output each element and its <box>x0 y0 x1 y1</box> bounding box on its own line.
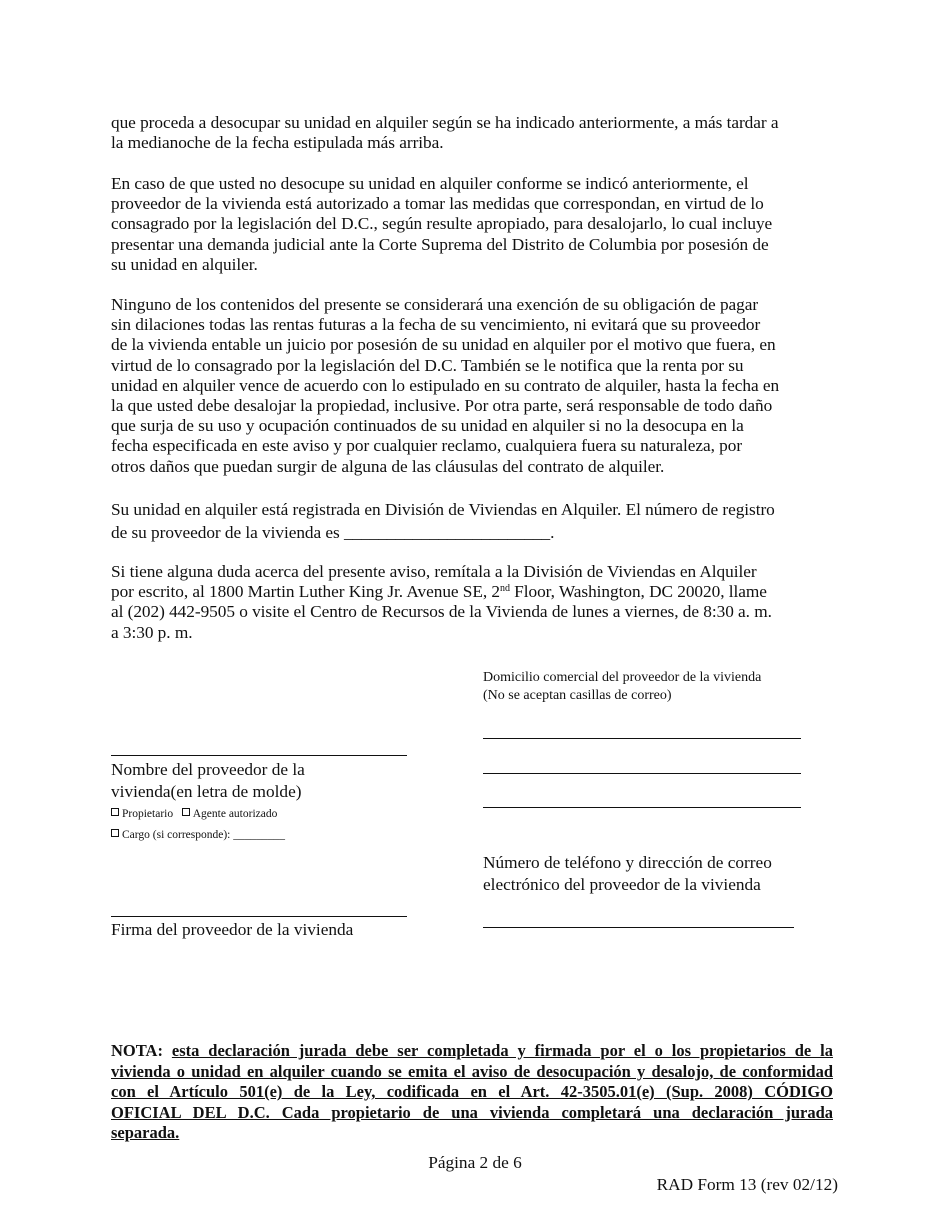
signature-label: Firma del proveedor de la vivienda <box>111 920 354 939</box>
nota-label: NOTA: <box>111 1041 163 1060</box>
text-line: la que usted debe desalojar la propiedad, inclusive. Por otra parte, será responsable de todo daño <box>111 396 773 416</box>
text-line: de la vivienda entable un juicio por posesión de su unidad en alquiler por el motivo que fuera, en <box>111 335 776 355</box>
page-number: Página 2 de 6 <box>428 1153 522 1172</box>
text-line: que proceda a desocupar su unidad en alquiler según se ha indicado anteriormente, a más tardar a <box>111 113 779 132</box>
owner-checkbox-label: Propietario <box>122 808 174 820</box>
phone-email-label <box>483 852 772 896</box>
address-line-2-field[interactable] <box>483 773 801 774</box>
title-checkbox-row <box>111 829 285 841</box>
nota-line: con el Artículo 501(e) de la Ley, codificada en el Art. 42-3505.01(e) (Sup. 2008) CÓDIGO <box>111 1082 833 1102</box>
form-identifier: RAD Form 13 (rev 02/12) <box>656 1175 838 1194</box>
text-line: su unidad en alquiler. <box>111 254 258 274</box>
text-line: fecha especificada en este aviso y por cualquier reclamo, cualquiera fuera su naturaleza, por <box>111 436 743 456</box>
text-line: En caso de que usted no desocupe su unidad en alquiler conforme se indicó anteriormente, el <box>111 174 749 193</box>
text-line: presentar una demanda judicial ante la Corte Suprema del Distrito de Columbia por posesión de <box>111 234 769 254</box>
provider-name-label-line: vivienda(en letra de molde) <box>111 782 302 801</box>
text-line: que surja de su uso y ocupación continuados de su unidad en alquiler si no la desocupa en la <box>111 416 744 436</box>
nota-line: vivienda o unidad en alquiler cuando se emita el aviso de desocupación y desalojo, de conformidad <box>111 1061 833 1081</box>
title-checkbox-label: Cargo (si corresponde): _________ <box>122 829 285 841</box>
nota-line: OFICIAL DEL D.C. Cada propietario de una vivienda completará una declaración jurada <box>111 1102 833 1122</box>
nota-text: esta declaración jurada debe ser completada y firmada por el o los propietarios de la <box>171 1041 834 1060</box>
text-line: Su unidad en alquiler está registrada en División de Viviendas en Alquiler. El número de registro <box>111 500 775 519</box>
address-label-line: (No se aceptan casillas de correo) <box>483 688 672 703</box>
text-line: Ninguno de los contenidos del presente se considerará una exención de su obligación de pagar <box>111 295 759 314</box>
nota-line: separada. <box>111 1123 180 1143</box>
paragraph-vacate-deadline <box>111 113 841 153</box>
paragraph-contact-info <box>111 562 841 643</box>
text-line: consagrado por la legislación del D.C., según resulte apropiado, para desalojarlo, lo cual incluye <box>111 214 773 234</box>
text-line <box>111 582 841 602</box>
text-line: virtud de lo consagrado por la legislación del D.C. También se le notifica que la renta por su <box>111 355 744 375</box>
paragraph-eviction-measures <box>111 174 841 275</box>
text-line: proveedor de la vivienda está autorizado a tomar las medidas que correspondan, en virtud de lo <box>111 194 764 214</box>
paragraph-rent-obligation <box>111 295 841 477</box>
provider-name-label-line: Nombre del proveedor de la <box>111 760 305 779</box>
text-line: otros daños que puedan surgir de alguna de las cláusulas del contrato de alquiler. <box>111 456 665 476</box>
text-segment: por escrito, al 1800 Martin Luther King Jr. Avenue SE, 2 <box>111 582 500 602</box>
phone-email-label-line: Número de teléfono y dirección de correo <box>483 853 772 872</box>
registration-number-field[interactable]: de su proveedor de la vivienda es ________________________. <box>111 523 555 542</box>
address-line-1-field[interactable] <box>483 738 801 739</box>
authorized-agent-checkbox[interactable] <box>182 808 190 816</box>
title-checkbox[interactable] <box>111 829 119 837</box>
text-line: sin dilaciones todas las rentas futuras a la fecha de su vencimiento, ni evitará que su proveedor <box>111 315 761 335</box>
paragraph-registration <box>111 498 841 544</box>
provider-name-label <box>111 759 305 803</box>
text-line: al (202) 442-9505 o visite el Centro de Recursos de la Vivienda de lunes a viernes, de 8:30 a. m. <box>111 602 772 622</box>
ordinal-superscript: nd <box>500 583 510 595</box>
nota-block <box>111 1041 833 1144</box>
address-line-3-field[interactable] <box>483 807 801 808</box>
authorized-agent-checkbox-label: Agente autorizado <box>192 808 278 820</box>
phone-email-label-line: electrónico del proveedor de la vivienda <box>483 875 761 894</box>
phone-email-field[interactable] <box>483 927 794 928</box>
text-line: Si tiene alguna duda acerca del presente aviso, remítala a la División de Viviendas en Alquiler <box>111 562 757 581</box>
text-line: unidad en alquiler vence de acuerdo con lo estipulado en su contrato de alquiler, hasta la fecha en <box>111 375 780 395</box>
address-label-line: Domicilio comercial del proveedor de la vivienda <box>483 670 762 685</box>
text-line: la medianoche de la fecha estipulada más arriba. <box>111 133 444 153</box>
owner-checkbox[interactable] <box>111 808 119 816</box>
text-line: a 3:30 p. m. <box>111 622 193 642</box>
provider-name-field[interactable] <box>111 755 407 756</box>
text-segment: Floor, Washington, DC 20020, llame <box>509 582 767 602</box>
signature-field[interactable] <box>111 916 407 917</box>
role-checkbox-row <box>111 808 277 820</box>
address-label <box>483 669 761 705</box>
nota-line <box>111 1041 833 1062</box>
